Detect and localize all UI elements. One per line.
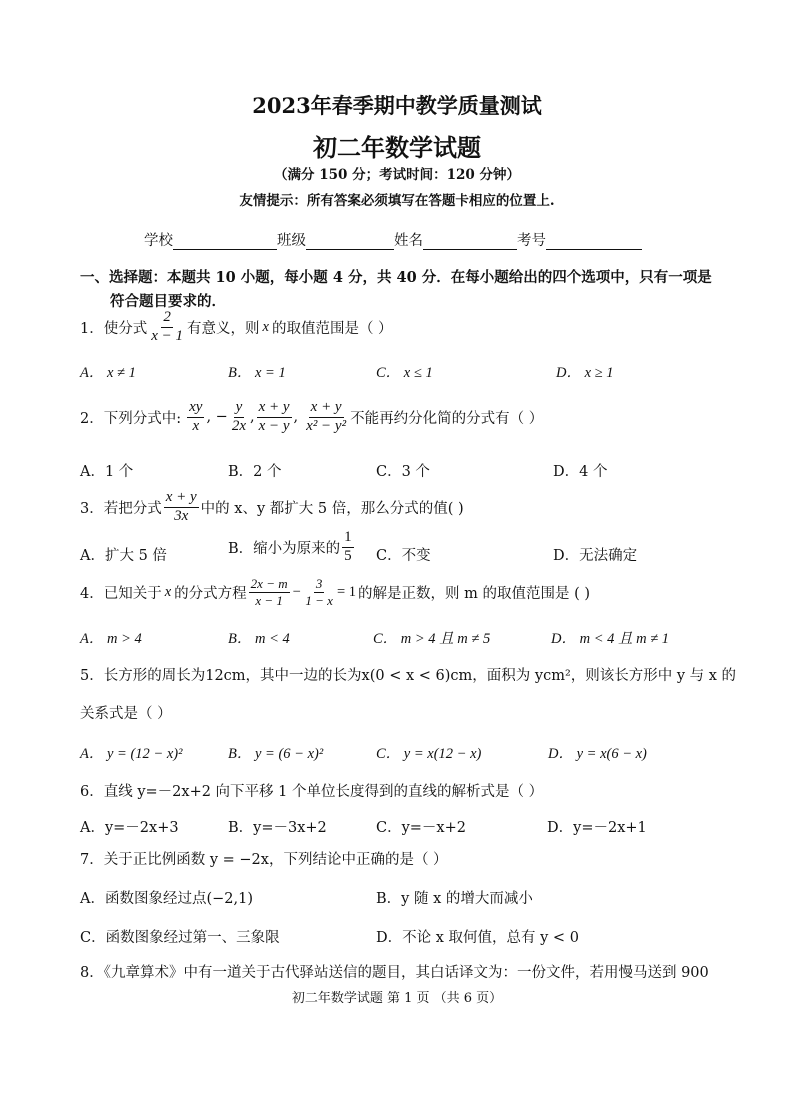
- q5-option-a: A． y = (12 − x)²: [80, 746, 183, 762]
- q3-option-b: B．缩小为原来的 $\frac{1}{5}$: [228, 529, 352, 564]
- section-heading-cont: 符合题目要求的．: [110, 293, 226, 310]
- q1-option-d: D． x ≥ 1: [556, 365, 614, 381]
- q1-option-a: A． x ≠ 1: [80, 365, 136, 381]
- q6-option-c: C．y=－x+2: [376, 820, 466, 836]
- q2-fraction-2: $\frac{y}{2x}$: [231, 399, 246, 434]
- q3-option-d: D．无法确定: [553, 548, 638, 564]
- q5-option-b: B． y = (6 − x)²: [228, 746, 324, 762]
- section-heading: 一、选择题：本题共 10 小题，每小题 4 分，共 40 分．在每小题给出的四个选项中，只有一项是: [80, 269, 712, 286]
- name-field[interactable]: [423, 234, 517, 250]
- q7-option-b: B．y 随 x 的增大而减小: [376, 891, 533, 907]
- q3-fraction: $\frac{x + y}{3x}$: [165, 489, 197, 524]
- q6-option-d: D．y=－2x+1: [547, 820, 647, 836]
- q2-option-c: C．3 个: [376, 464, 430, 480]
- q2-option-d: D．4 个: [553, 464, 608, 480]
- q4-option-c: C． m > 4 且 m ≠ 5: [373, 631, 491, 647]
- question-7: 7．关于正比例函数 y = −2x，下列结论中正确的是（ ）: [80, 852, 448, 868]
- q4-fraction-2: $\frac{3}{1 - x}$: [305, 576, 333, 608]
- q1-option-c: C． x ≤ 1: [376, 365, 433, 381]
- question-5-cont: 关系式是（ ）: [80, 706, 172, 722]
- school-field[interactable]: [173, 234, 277, 250]
- q5-option-d: D． y = x(6 − x): [548, 746, 647, 762]
- exam-no-label: 考号: [517, 233, 546, 249]
- q4-fraction-1: $\frac{2x - m}{x - 1}$: [250, 576, 288, 608]
- question-6: 6．直线 y=－2x+2 向下平移 1 个单位长度得到的直线的解析式是（ ）: [80, 784, 544, 800]
- class-label: 班级: [277, 233, 306, 249]
- q2-fraction-4: $\frac{x + y}{\text{x² − y²}}$: [306, 399, 347, 434]
- q6-option-a: A．y=－2x+3: [80, 820, 179, 836]
- q2-fraction-1: $\frac{xy}{x}$: [189, 399, 203, 434]
- q4-option-b: B． m < 4: [228, 631, 290, 647]
- question-3: 3．若把分式 $\frac{x + y}{3x}$ 中的 x、y 都扩大 5 倍，那么分式的值( ): [80, 489, 464, 524]
- q6-option-b: B．y=－3x+2: [228, 820, 327, 836]
- q7-option-d: D．不论 x 取何值，总有 y < 0: [376, 930, 579, 946]
- name-label: 姓名: [394, 233, 423, 249]
- exam-title: 2023年春季期中教学质量测试: [252, 93, 542, 118]
- question-5: 5．长方形的周长为12cm，其中一边的长为x(0 < x < 6)cm，面积为 ycm²，则该长方形中 y 与 x 的: [80, 668, 737, 684]
- q4-option-a: A． m > 4: [80, 631, 142, 647]
- question-8: 8．《九章算术》中有一道关于古代驿站送信的题目，其白话译文为：一份文件，若用慢马送到 900: [80, 965, 709, 981]
- subject-title: 初二年数学试题: [313, 133, 481, 162]
- reminder: 友情提示：所有答案必须填写在答题卡相应的位置上.: [239, 193, 555, 209]
- exam-no-field[interactable]: [546, 234, 642, 250]
- q3-option-a: A．扩大 5 倍: [80, 548, 167, 564]
- class-field[interactable]: [306, 234, 394, 250]
- exam-info: （满分 150 分；考试时间：120 分钟）: [274, 167, 520, 183]
- q7-option-c: C．函数图象经过第一、三象限: [80, 930, 280, 946]
- q3-stem: 3．若把分式: [80, 500, 162, 517]
- question-2: 2．下列分式中: $\frac{xy}{x}$ , − $\frac{y}{2x}$ , $\frac{x + y}{x - y}$ , $\frac{x + y}{\text{x² − y²}}$ 不能再约分化简的分式有（ ）: [80, 399, 544, 434]
- q2-option-a: A．1 个: [80, 464, 134, 480]
- student-info-line: [144, 229, 642, 250]
- q2-stem: 2．下列分式中:: [80, 410, 182, 427]
- q7-option-a: A．函数图象经过点(−2,1): [80, 891, 253, 907]
- q3-option-b-fraction: $\frac{1}{5}$: [344, 529, 352, 564]
- question-1: 1．使分式 $\frac{2}{x - 1}$ 有意义，则 x 的取值范围是（ ）: [80, 309, 393, 344]
- q2-fraction-3: $\frac{x + y}{x - y}$: [258, 399, 290, 434]
- q4-stem: 4．已知关于: [80, 585, 162, 602]
- q4-option-d: D． m < 4 且 m ≠ 1: [551, 631, 670, 647]
- page-footer: 初二年数学试题 第 1 页 （共 6 页）: [291, 991, 503, 1006]
- q5-option-c: C． y = x(12 − x): [376, 746, 482, 762]
- q2-option-b: B．2 个: [228, 464, 282, 480]
- q1-option-b: B． x = 1: [228, 365, 286, 381]
- q1-stem: 1．使分式: [80, 320, 148, 337]
- question-4: 4．已知关于 x 的分式方程 $\frac{2x - m}{x - 1}$ − $\frac{3}{1 - x}$ = 1 的解是正数，则 m 的取值范围是 ( ): [80, 576, 591, 608]
- q3-option-c: C．不变: [376, 548, 431, 564]
- school-label: 学校: [144, 233, 173, 249]
- q1-fraction: $\frac{2}{x - 1}$: [151, 309, 184, 344]
